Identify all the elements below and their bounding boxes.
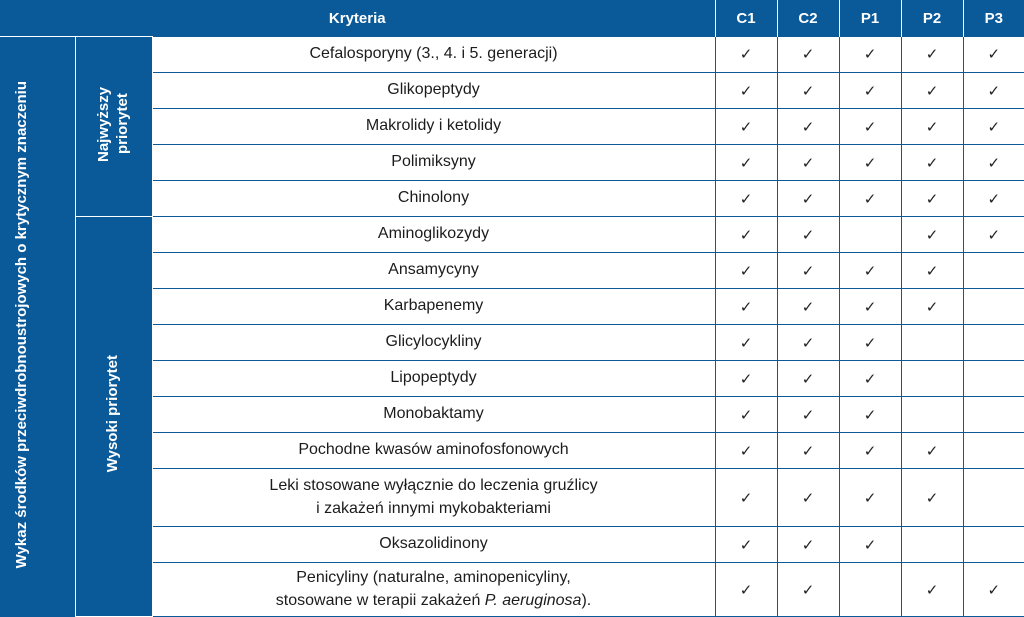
drug-name: Cefalosporyny (3., 4. i 5. generacji) [152, 37, 715, 73]
column-header-p1: P1 [839, 0, 901, 37]
check-cell: ✓ [715, 563, 777, 617]
check-cell: ✓ [777, 563, 839, 617]
check-cell: ✓ [839, 109, 901, 145]
check-cell: ✓ [715, 289, 777, 325]
drug-name: Lipopeptydy [152, 361, 715, 397]
drug-name-line1: Penicyliny (naturalne, aminopenicyliny, [296, 569, 571, 587]
table-row [0, 433, 1024, 469]
table-row [0, 361, 1024, 397]
drug-name: Makrolidy i ketolidy [152, 109, 715, 145]
check-cell: ✓ [777, 469, 839, 527]
drug-name: Polimiksyny [152, 145, 715, 181]
check-cell: ✓ [901, 469, 963, 527]
check-cell [963, 527, 1024, 563]
drug-name-line2-suffix: ). [581, 591, 592, 609]
check-cell: ✓ [901, 145, 963, 181]
check-cell: ✓ [901, 217, 963, 253]
check-cell: ✓ [839, 397, 901, 433]
check-cell: ✓ [901, 181, 963, 217]
check-cell: ✓ [963, 217, 1024, 253]
check-cell: ✓ [715, 433, 777, 469]
drug-name: Aminoglikozydy [152, 217, 715, 253]
check-cell: ✓ [963, 109, 1024, 145]
table-row [0, 527, 1024, 563]
check-cell: ✓ [715, 253, 777, 289]
check-cell: ✓ [715, 527, 777, 563]
check-cell: ✓ [777, 217, 839, 253]
check-cell: ✓ [901, 289, 963, 325]
drug-name-line2-prefix: stosowane w terapii zakażeń [275, 591, 485, 609]
check-cell [963, 397, 1024, 433]
check-cell: ✓ [963, 73, 1024, 109]
drug-name-line2: i zakażeń innymi mykobakteriami [316, 499, 551, 517]
header-row [0, 0, 1024, 37]
table-row [0, 217, 1024, 253]
check-cell: ✓ [839, 361, 901, 397]
table-row [0, 37, 1024, 73]
drug-name: Chinolony [152, 181, 715, 217]
check-cell: ✓ [901, 109, 963, 145]
table-row [0, 325, 1024, 361]
group-label-critical-text: Wykaz środków przeciwdrobnoustrojowych o krytycznym znaczeniu [13, 80, 31, 568]
group-label-high-text: Wysoki priorytet [104, 355, 122, 473]
check-cell: ✓ [839, 37, 901, 73]
check-cell: ✓ [963, 145, 1024, 181]
criteria-header: Kryteria [0, 0, 715, 37]
check-cell [901, 397, 963, 433]
check-cell: ✓ [777, 527, 839, 563]
check-cell [963, 289, 1024, 325]
check-cell: ✓ [777, 37, 839, 73]
check-cell [901, 527, 963, 563]
check-cell [901, 325, 963, 361]
check-cell: ✓ [715, 397, 777, 433]
check-cell: ✓ [963, 563, 1024, 617]
column-header-p3: P3 [963, 0, 1024, 37]
group-label-highest-text: Najwyższy priorytet [94, 86, 131, 162]
check-cell: ✓ [715, 109, 777, 145]
check-cell: ✓ [777, 397, 839, 433]
check-cell: ✓ [715, 361, 777, 397]
drug-name: Oksazolidinony [152, 527, 715, 563]
check-cell [963, 253, 1024, 289]
check-cell: ✓ [839, 145, 901, 181]
check-cell: ✓ [777, 433, 839, 469]
drug-name: Ansamycyny [152, 253, 715, 289]
table-row [0, 397, 1024, 433]
drug-name: Glikopeptydy [152, 73, 715, 109]
group-label-high [75, 217, 152, 617]
check-cell: ✓ [839, 289, 901, 325]
column-header-c2: C2 [777, 0, 839, 37]
column-header-c1: C1 [715, 0, 777, 37]
check-cell: ✓ [715, 325, 777, 361]
check-cell: ✓ [715, 181, 777, 217]
check-cell: ✓ [777, 253, 839, 289]
check-cell: ✓ [715, 73, 777, 109]
group-label-critical [0, 37, 75, 617]
check-cell [839, 217, 901, 253]
check-cell: ✓ [777, 325, 839, 361]
column-header-p2: P2 [901, 0, 963, 37]
check-cell: ✓ [777, 361, 839, 397]
check-cell: ✓ [839, 527, 901, 563]
drug-name-line2-italic: P. aeruginosa [484, 591, 582, 609]
check-cell [901, 361, 963, 397]
check-cell: ✓ [715, 469, 777, 527]
table-row [0, 181, 1024, 217]
check-cell: ✓ [839, 469, 901, 527]
table-row [0, 109, 1024, 145]
check-cell: ✓ [901, 563, 963, 617]
check-cell: ✓ [901, 433, 963, 469]
check-cell: ✓ [777, 181, 839, 217]
check-cell: ✓ [715, 145, 777, 181]
table-row [0, 563, 1024, 617]
table-row [0, 73, 1024, 109]
check-cell: ✓ [777, 109, 839, 145]
check-cell: ✓ [715, 217, 777, 253]
group-label-highest [75, 37, 152, 217]
check-cell: ✓ [777, 289, 839, 325]
drug-name: Pochodne kwasów aminofosfonowych [152, 433, 715, 469]
check-cell [839, 563, 901, 617]
check-cell: ✓ [901, 253, 963, 289]
check-cell [963, 361, 1024, 397]
check-cell [963, 469, 1024, 527]
check-cell: ✓ [839, 73, 901, 109]
table-row [0, 289, 1024, 325]
check-cell: ✓ [839, 433, 901, 469]
table-row [0, 145, 1024, 181]
check-cell: ✓ [901, 73, 963, 109]
check-cell: ✓ [963, 37, 1024, 73]
check-cell: ✓ [839, 181, 901, 217]
table-row [0, 253, 1024, 289]
check-cell [963, 433, 1024, 469]
drug-name: Karbapenemy [152, 289, 715, 325]
check-cell: ✓ [901, 37, 963, 73]
check-cell: ✓ [839, 253, 901, 289]
check-cell: ✓ [777, 73, 839, 109]
table-row [0, 469, 1024, 527]
check-cell: ✓ [715, 37, 777, 73]
drug-name [152, 563, 715, 617]
check-cell: ✓ [777, 145, 839, 181]
drug-name: Glicylocykliny [152, 325, 715, 361]
check-cell: ✓ [839, 325, 901, 361]
drug-name: Monobaktamy [152, 397, 715, 433]
check-cell [963, 325, 1024, 361]
drug-name [152, 469, 715, 527]
check-cell: ✓ [963, 181, 1024, 217]
drug-name-line1: Leki stosowane wyłącznie do leczenia gruźlicy [269, 477, 598, 495]
